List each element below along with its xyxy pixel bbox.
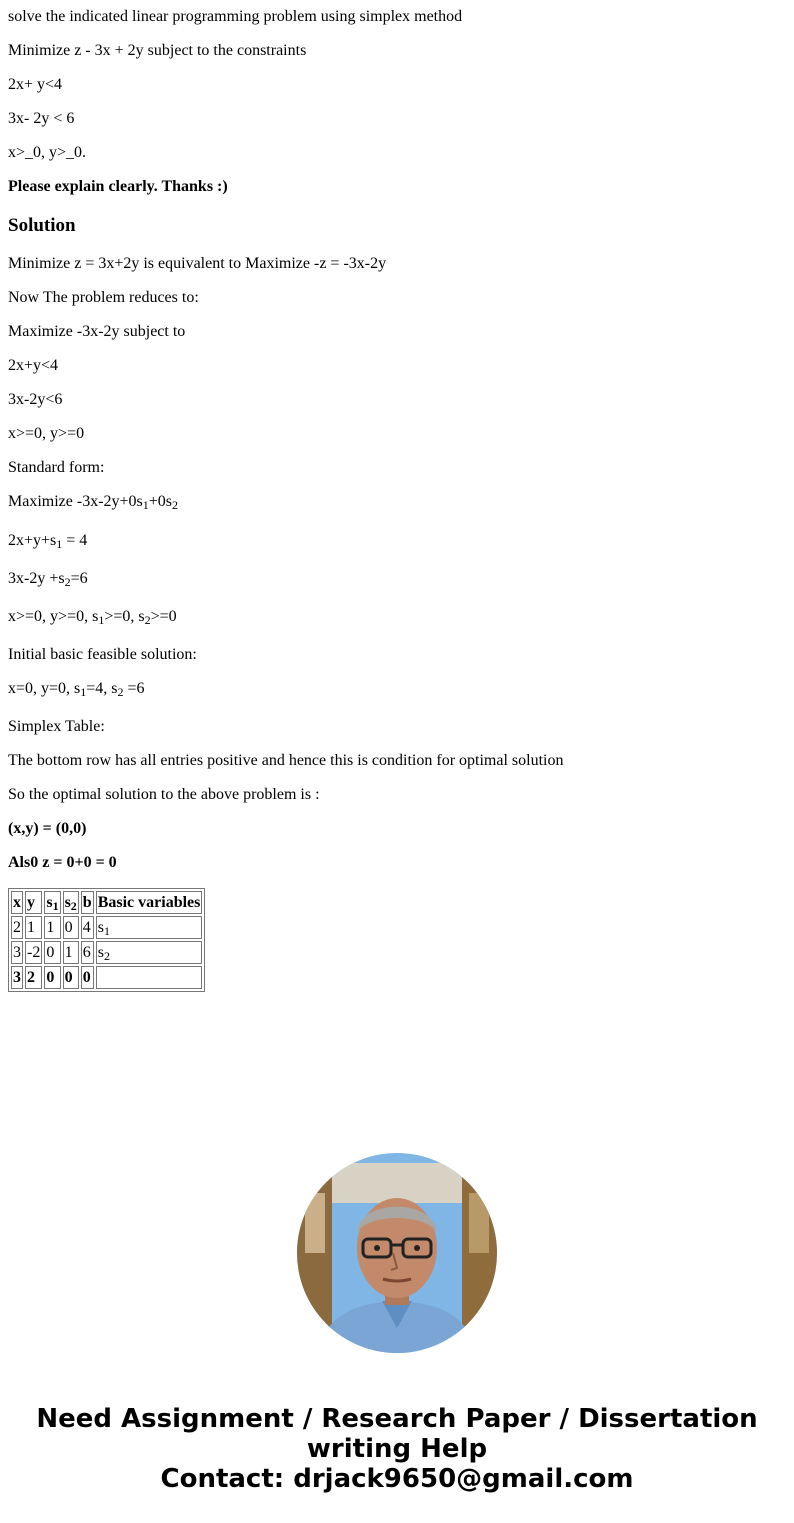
table-cell: 1: [25, 916, 42, 939]
table-cell: 0: [63, 916, 79, 939]
table-row-bottom: [11, 966, 202, 989]
table-cell: 3: [11, 941, 23, 964]
table-cell: 0: [63, 966, 79, 989]
banner-contact: Contact: drjack9650@gmail.com: [160, 1464, 634, 1494]
table-cell: 3: [11, 966, 23, 989]
solution-equivalence: Minimize z = 3x+2y is equivalent to Maximize -z = -3x-2y: [8, 255, 387, 272]
optimal-z: Als0 z = 0+0 = 0: [8, 854, 117, 871]
question-intro: solve the indicated linear programming problem using simplex method: [8, 8, 463, 25]
table-cell: 0: [44, 966, 60, 989]
question-constraint-2: 3x- 2y < 6: [8, 110, 75, 127]
table-cell: 2: [11, 916, 23, 939]
table-cell: 0: [44, 941, 60, 964]
avatar-portrait: [297, 1153, 497, 1353]
solution-maximize: Maximize -3x-2y subject to: [8, 323, 186, 340]
table-cell: 6: [81, 941, 94, 964]
solution-heading: Solution: [8, 215, 76, 236]
standard-form-objective: Maximize $-3x-2y+0s_1+0s_2$: [8, 493, 179, 512]
standard-form-constraint-2: $3x-2y +s_2=6$: [8, 570, 88, 589]
promo-banner: [0, 1404, 794, 1494]
basic-variable-cell: $s_1$: [96, 916, 203, 939]
table-cell: 2: [25, 966, 42, 989]
question-request: Please explain clearly. Thanks :): [8, 178, 228, 195]
solution-constraint-1: 2x+y<4: [8, 357, 59, 374]
solution-reduces: Now The problem reduces to:: [8, 289, 199, 306]
question-objective: Minimize z - 3x + 2y subject to the constraints: [8, 42, 307, 59]
table-cell: 0: [81, 966, 94, 989]
standard-form-label: Standard form:: [8, 459, 105, 476]
header-cell: $s_1$: [44, 891, 60, 914]
tutor-avatar: [297, 1153, 497, 1353]
table-cell: -2: [25, 941, 42, 964]
header-cell: y: [25, 891, 42, 914]
bottom-row-note: The bottom row has all entries positive and hence this is condition for optimal solution: [8, 752, 564, 769]
ibfs-label: Initial basic feasible solution:: [8, 646, 197, 663]
table-row: [11, 916, 202, 939]
banner-line-2: writing Help: [306, 1434, 488, 1464]
simplex-table-label: Simplex Table:: [8, 718, 105, 735]
table-cell: 1: [44, 916, 60, 939]
header-cell: Basic variables: [96, 891, 203, 914]
header-cell: b: [81, 891, 94, 914]
question-nonnegativity: x>_0, y>_0.: [8, 144, 87, 161]
table-cell: 1: [63, 941, 79, 964]
simplex-table: [8, 888, 205, 992]
basic-variable-cell: [96, 966, 203, 989]
standard-form-nonnegativity: x>=0, y>=0, $s_1>=0$, $s_2>=0$: [8, 608, 177, 627]
optimal-xy: (x,y) = (0,0): [8, 820, 87, 837]
table-cell: 4: [81, 916, 94, 939]
solution-nonnegativity: x>=0, y>=0: [8, 425, 85, 442]
table-header-row: [11, 891, 202, 914]
banner-line-1: Need Assignment / Research Paper / Dissertation: [36, 1404, 758, 1434]
basic-variable-cell: $s_2$: [96, 941, 203, 964]
standard-form-constraint-1: $2x+y+s_1 = 4$: [8, 532, 88, 551]
solution-constraint-2: 3x-2y<6: [8, 391, 63, 408]
header-cell: x: [11, 891, 23, 914]
ibfs-values: x=0, y=0, $s_1=4$, $s_2 =6$: [8, 680, 145, 699]
table-row: [11, 941, 202, 964]
question-constraint-1: 2x+ y<4: [8, 76, 63, 93]
optimal-intro: So the optimal solution to the above problem is :: [8, 786, 320, 803]
header-cell: $s_2$: [63, 891, 79, 914]
